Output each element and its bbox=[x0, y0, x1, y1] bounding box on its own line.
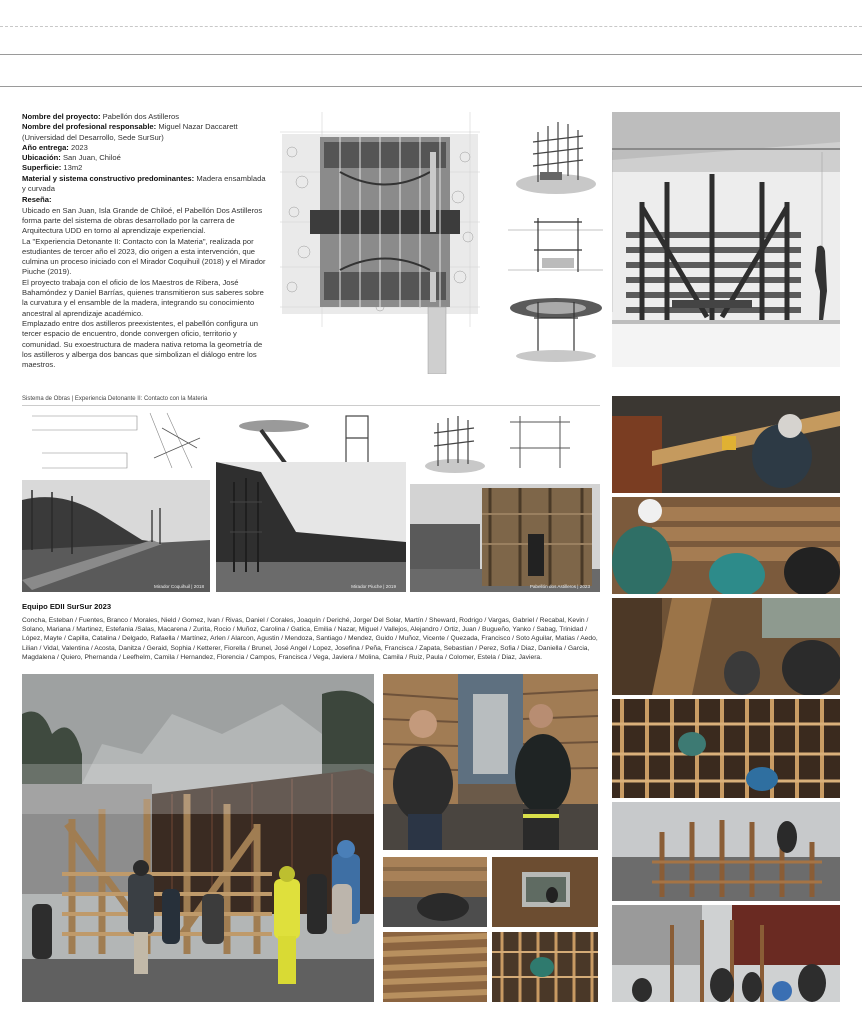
header-dashed-line bbox=[0, 26, 862, 27]
right-photo-6 bbox=[612, 905, 840, 1002]
location-value: San Juan, Chiloé bbox=[62, 153, 121, 163]
header-line-1 bbox=[0, 54, 862, 55]
astilleros-caption: Pabellón dos Astilleros | 2023 bbox=[529, 584, 590, 589]
section-drawing-1 bbox=[508, 210, 603, 285]
project-info bbox=[22, 112, 267, 370]
isometric-drawing bbox=[508, 112, 603, 202]
review-paragraph-1: Ubicado en San Juan, Isla Grande de Chiloé, el Pabellón Dos Astilleros forma parte del sistema de obras desarrollado por la carrera de Arquitectura UDD en torno al aprendizaje experiencial. bbox=[22, 205, 263, 236]
right-photo-4 bbox=[612, 699, 840, 798]
detail-photo-2 bbox=[492, 857, 598, 927]
professional-label: Nombre del profesional responsable: bbox=[22, 122, 157, 132]
review-paragraph-2: La "Experiencia Detonante II: Contacto con la Materia", realizada por estudiantes de tercer año el 2023, dio origen a esta intervención, que culmina un proceso iniciado con el Mirador Coquihuil (2018) y el Mirador Piuche (2019). bbox=[22, 236, 266, 277]
detail-photo-4 bbox=[492, 932, 598, 1002]
header-line-2 bbox=[0, 86, 862, 87]
masters-photo bbox=[383, 674, 598, 850]
system-label-underline bbox=[22, 405, 600, 406]
detail-photo-3 bbox=[383, 932, 487, 1002]
piuche-photo bbox=[216, 462, 406, 592]
coquihuil-photo bbox=[22, 480, 210, 592]
name-label: Nombre del proyecto: bbox=[22, 112, 101, 121]
year-label: Año entrega: bbox=[22, 142, 69, 152]
detail-photo-1 bbox=[383, 857, 487, 927]
review-label: Reseña: bbox=[22, 195, 52, 205]
area-label: Superficie: bbox=[22, 163, 62, 173]
location-label: Ubicación: bbox=[22, 153, 61, 163]
section-drawing-2 bbox=[508, 288, 603, 368]
coquihuil-drawings bbox=[22, 408, 210, 478]
astilleros-drawings bbox=[410, 408, 600, 483]
right-photo-1 bbox=[612, 396, 840, 493]
astilleros-photo bbox=[410, 484, 600, 592]
area-value: 13m2 bbox=[63, 163, 83, 173]
name-value: Pabellón dos Astilleros bbox=[102, 112, 180, 121]
system-label: Sistema de Obras | Experiencia Detonante II: Contacto con la Materia bbox=[22, 396, 208, 402]
right-photo-3 bbox=[612, 598, 840, 695]
review-paragraph-4: Emplazado entre dos astilleros preexistentes, el pabellón configura un tercer espacio de encuentro, donde convergen oficio, territorio y comunidad. Su exoestructura de madera nativa retoma la geometría de los astilleros y alberga dos bancas que simbolizan el diálogo entre los maestros. bbox=[22, 318, 263, 370]
team-title: Equipo EDII SurSur 2023 bbox=[22, 602, 112, 611]
plan-drawing bbox=[280, 112, 480, 374]
team-members: Concha, Esteban / Fuentes, Branco / Morales, Nield / Gomez, Ivan / Rivas, Daniel / Corales, Joaquín / Deriché, Jorge/ Del Solar, Martín / Sheward, Rodrigo / Vargas, Gabriel / Recabal, Kevin / Solano, Mariana / Martinez, Estefania /Salas, Macarena / Zurita, Rocio / Muñoz, Carolina / Gatica, Emilia / Nazar, Miguel / Vallejos, Alejandro / Ortiz, Juan / Bugueño, Yanko / Sabag, Trinidad / López, Mayte / Capilla, Catalina / Delgado, Rafaella / Martínez, Arlen / Alarcon, Agustin / Mendoza, Santiago / Mendez, Guido / Muñoz, Vicente / Quezada, Francisco / Soto Aguilar, Matias / Aedo, Lilian / Vidal, Valentina / Acosta, Danitza / Geraid, Sophia / Ketterer, Fiorella / Brunel, José Angel / Lopez, Josefina / Peña, Francisca / Zapata, Sebastian / Perez, Sofia / Diaz, Daniella / Garcia, Magdalena / Quiero, Phernanda / Leefhelm, Camila / Hernandez, Florencia / Campos, Francisca / Vega, Javiera / Molina, Camila / Ruiz, Paula / Colomer, Estela / Diaz, Javiera. bbox=[22, 617, 598, 661]
year-value: 2023 bbox=[70, 142, 88, 152]
coquihuil-caption: Mirador Coquihuil | 2018 bbox=[154, 584, 204, 589]
review-paragraph-3: El proyecto trabaja con el oficio de los Maestros de Ribera, José Bahamóndez y Daniel Barrías, quienes transmitieron sus saberes sobre la curvatura y el ensamble de la madera, integrando su conocimiento ancestral al aprendizaje académico. bbox=[22, 277, 264, 318]
main-construction-photo bbox=[22, 674, 374, 1002]
material-label: Material y sistema constructivo predominantes: bbox=[22, 173, 195, 183]
right-photo-5 bbox=[612, 802, 840, 901]
right-photo-2 bbox=[612, 497, 840, 594]
piuche-caption: Mirador Piuche | 2019 bbox=[351, 584, 396, 589]
elevation-rendering bbox=[612, 112, 840, 367]
material-value: Madera ensamblada y curvada bbox=[22, 173, 266, 194]
professional-value: Miguel Nazar Daccarett (Universidad del Desarrollo, Sede SurSur) bbox=[22, 122, 238, 142]
